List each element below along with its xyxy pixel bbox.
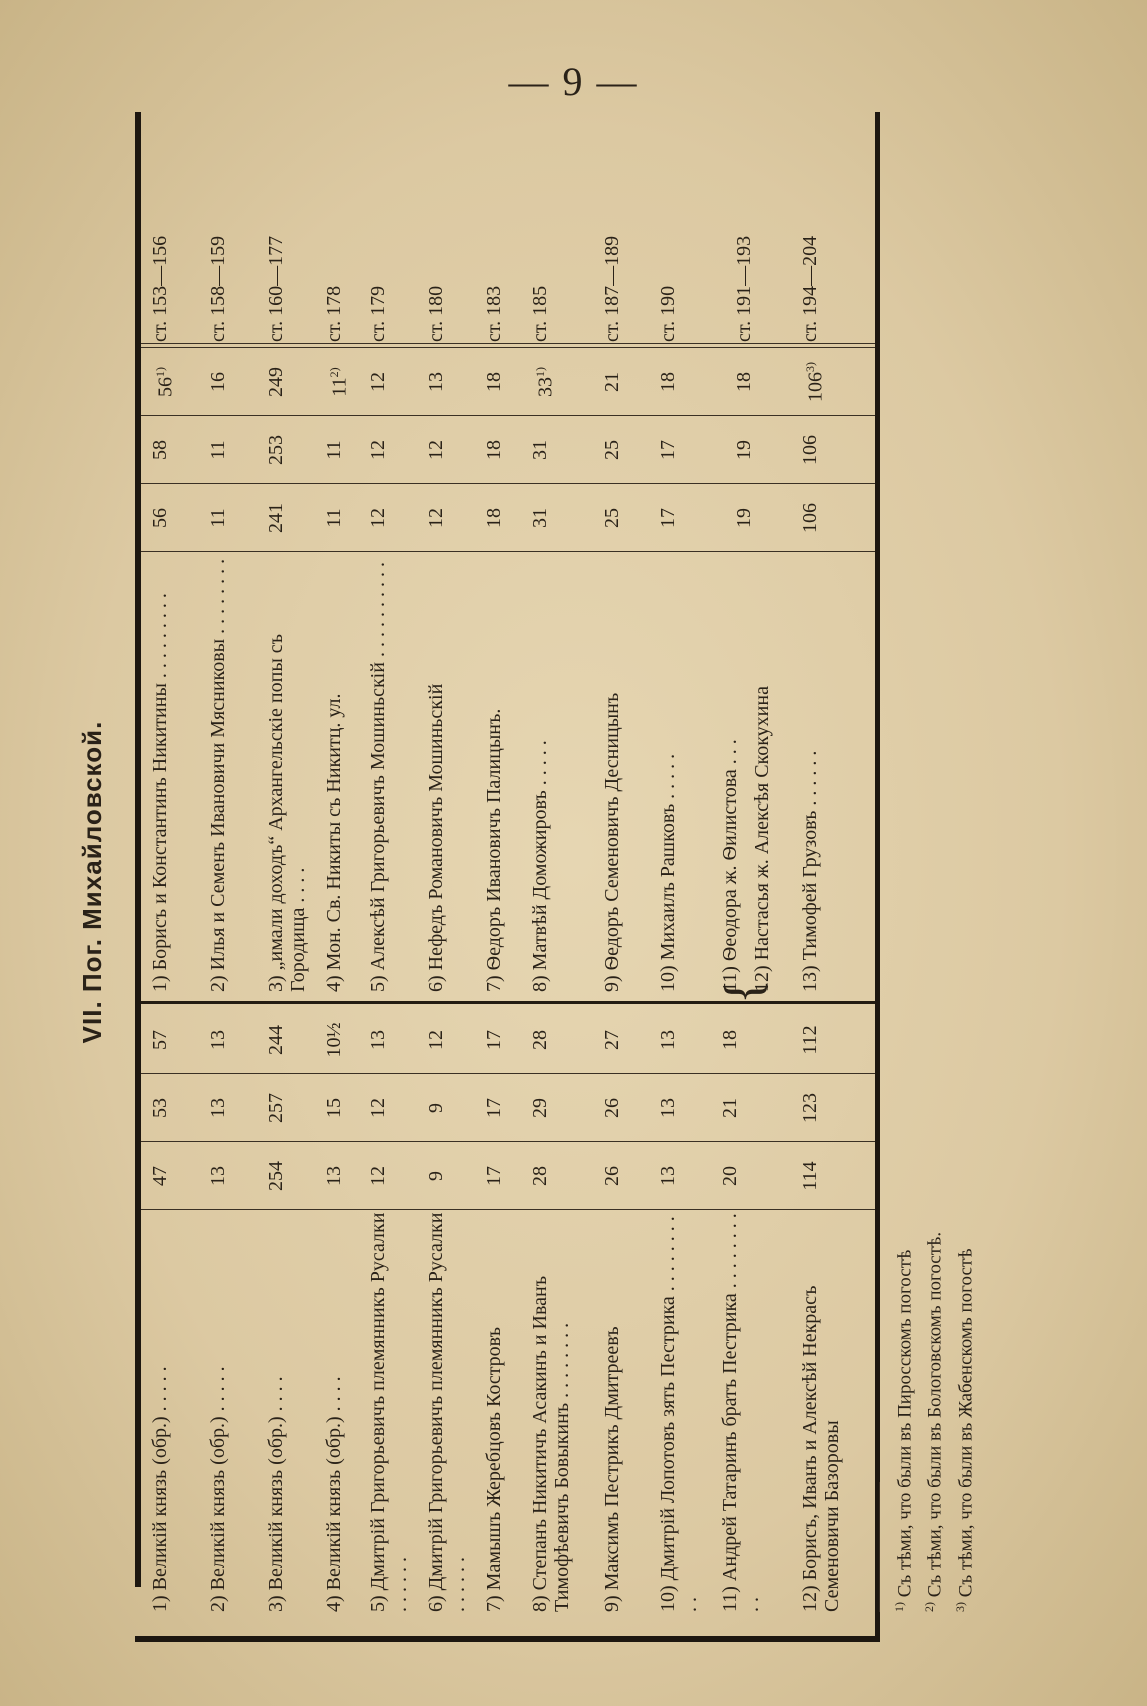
curly-brace: { bbox=[715, 979, 772, 1004]
column-divider bbox=[141, 1073, 875, 1074]
bottom-rule bbox=[875, 112, 880, 1642]
column-divider bbox=[141, 1141, 875, 1142]
footnotes bbox=[887, 1232, 978, 1612]
left-rule bbox=[135, 1636, 880, 1642]
table-title: VII. Пог. Михайловской. bbox=[77, 720, 107, 1044]
column-divider bbox=[141, 415, 875, 416]
column-divider bbox=[141, 343, 875, 348]
column-divider bbox=[141, 1209, 875, 1210]
column-divider bbox=[141, 483, 875, 484]
footnote-2: $^{2)}$ Съ тѣми, что были въ Бологовскомъ погостѣ. bbox=[922, 1231, 946, 1612]
rotated-table-sheet: VII. Пог. Михайловской. 1) Великій князь (обр.) . . . . . 47 53 57 1) Борисъ и Константинъ Никитины . . . . . . . . . 56 58 56$^{1)}$ ст. 153—156 2) Великій князь (обр.) . . . . . 13 13 13 2) Илья и Семенъ Ивановичи Мясниковы . . . . . . . . 11 11 16 ст. 158—159 3) Великій князь (обр.) . . . . 254 257 244 3) „имали доходъ“ Архангельскіе попы съ Городища . . . . 241 253 249 ст. 160—177 4) Великій князь (обр.) . . . . 13 15 10½ 4) Мон. Св. Никиты съ Никитц. ул. 11 11 11$^{2)}$ ст. 178 5) Дмитрій Григорьевичъ племянникъ Русалки . . . . . . 12 12 13 5) Алексѣй Григорьевичъ Мошиньскій . . . . . . . . . . 12 12 12 ст. 179 6) Дмитрій Григорьевичъ племянникъ Русалки . . . . . . 9 9 12 6) Нефедъ Романовичъ Мошиньскій 12 12 13 ст. 180 7) Мамышъ Жеребцовъ Костровъ 17 17 17 7) Ѳедоръ Ивановичъ Палицынъ. 18 18 18 ст. 183 8) Степанъ Никитичъ Асакинъ и Иванъ Тимофѣевичъ Бовыкинъ . . . . . . . . 28 29 28 8) Матвѣй Доможировъ . . . . . 31 31 33$^{1)}$ ст. 185 9) Максимъ Пестрикъ Дмитреевъ 26 26 27 9) Ѳедоръ Семеновичъ Десницынъ 25 25 21 ст. 187—189 10) Дмитрій Лопотовъ зять Пестрика . . . . . . . . . . 13 13 13 10) Михаилъ Рашковъ . . . . . 17 17 18 ст. 190 11) Андрей Татаринъ братъ Пестрика . . . . . . . . . . 20 21 18 { 11) Ѳеодора ж. Ѳилистова . . . 12) Настасья ж. Алексѣя Скокухина 19 19 18 ст. 191—193 12) Борисъ, Иванъ и Алексѣй Некрасъ Семеновичи Базоровы 114 123 112 13) Тимофей Грузовъ . . . . . . 106 106 106$^{3)}$ ст. 194—204 $^{1)}$ Съ тѣми, что были въ Пиросскомъ погостѣ $^{2)}$ Съ тѣми, что были въ Бологовскомъ погостѣ. $^{3)}$ Съ тѣми, что были въ Жабенскомъ погостѣ bbox=[65, 92, 970, 1672]
top-rule bbox=[135, 112, 141, 1587]
page-number: — 9 — bbox=[508, 59, 639, 104]
footnote-rule bbox=[879, 1482, 880, 1612]
footnote-3: $^{3)}$ Съ тѣми, что были въ Жабенскомъ погостѣ bbox=[952, 1248, 976, 1612]
footnote-1: $^{1)}$ Съ тѣми, что были въ Пиросскомъ погостѣ bbox=[892, 1249, 916, 1612]
